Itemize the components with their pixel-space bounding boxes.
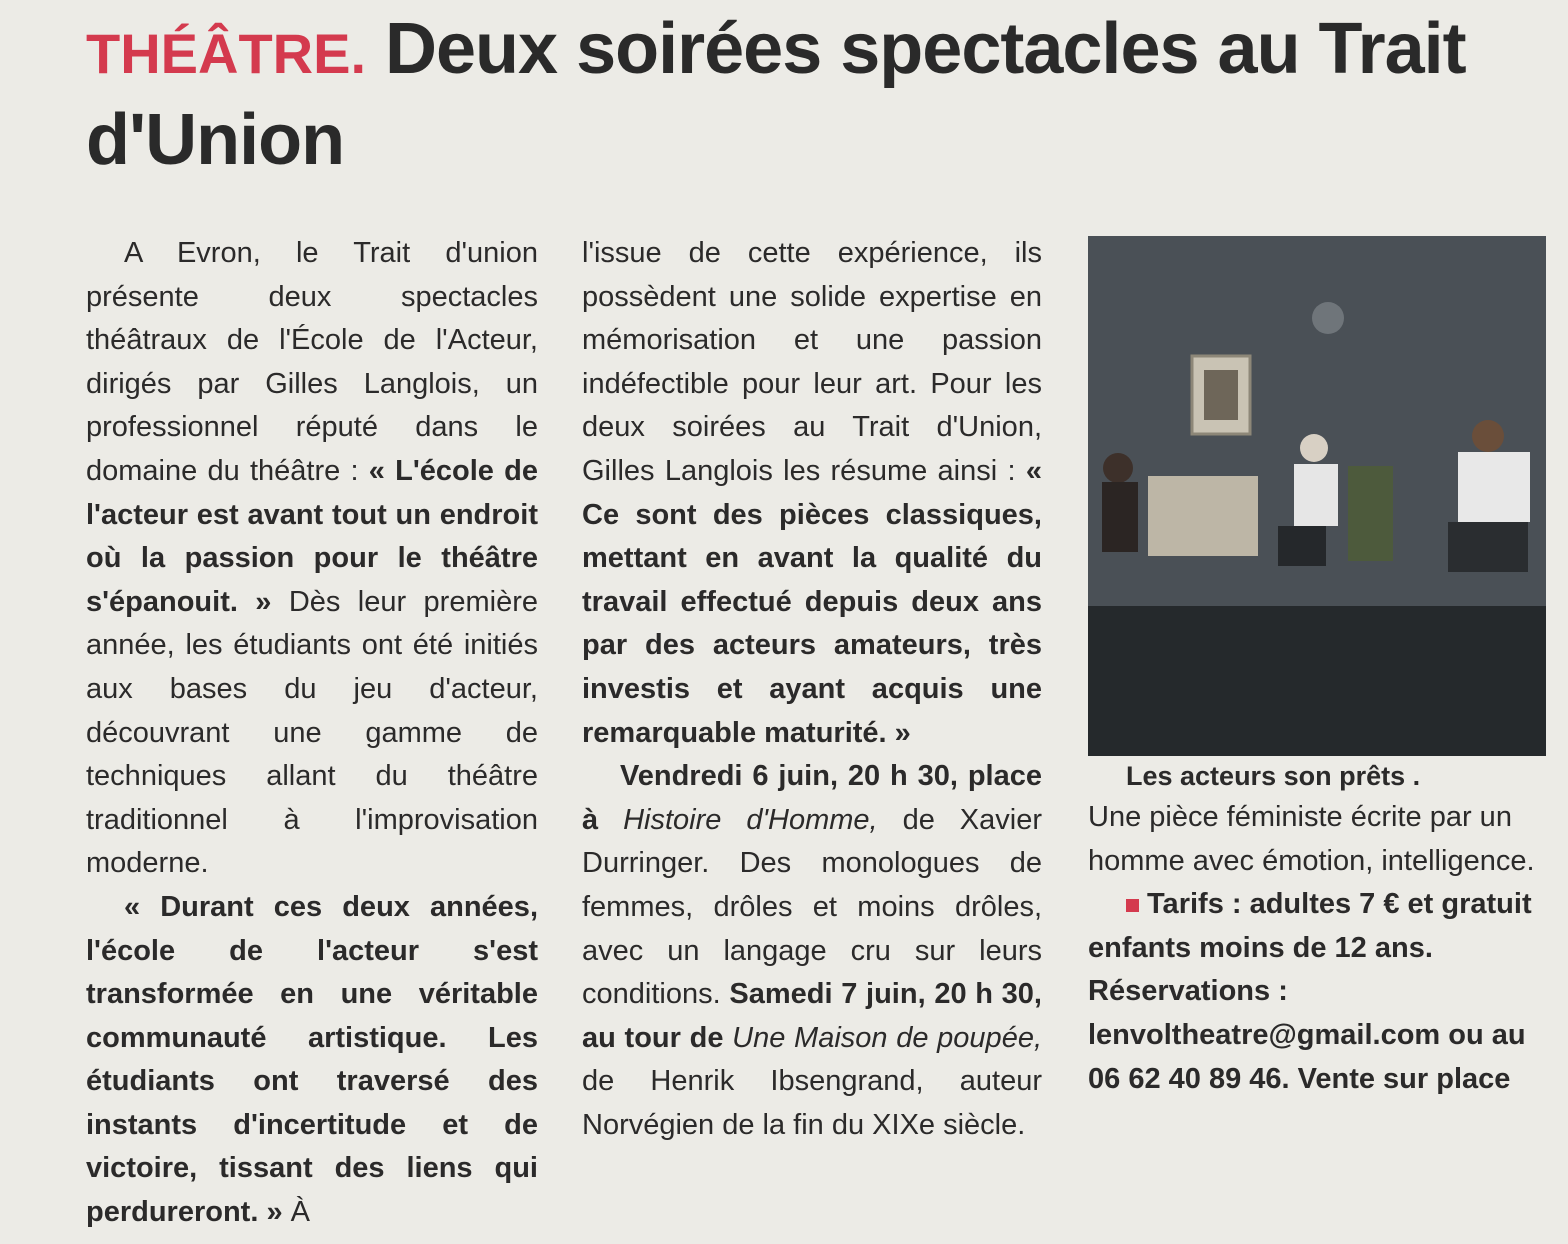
column-1: [86, 232, 538, 1235]
intro-quote: « L'école de l'acteur est avant tout un endroit où la passion pour le théâtre s'épanouit. »: [86, 454, 538, 618]
section-kicker: THÉÂTRE.: [86, 22, 366, 85]
intro-rest: Dès leur première année, les étudiants ont été initiés aux bases du jeu d'acteur, découvrant une gamme de techniques allant du théâtre traditionnel à l'improvisation moderne.: [86, 585, 538, 880]
paragraph-intro: [86, 232, 538, 886]
intro-text: A Evron, le Trait d'union présente deux spectacles théâtraux de l'École de l'Acteur, dirigés par Gilles Langlois, un professionnel réputé dans le domaine du théâtre :: [86, 237, 538, 487]
langlois-quote: « Ce sont des pièces classiques, mettant en avant la qualité du travail effectué depuis deux ans par des acteurs amateurs, très investis et ayant acquis une remarquable maturité. »: [582, 454, 1042, 749]
paragraph-quote: [86, 886, 538, 1235]
paragraph-schedule: [582, 755, 1042, 1147]
expertise-text: l'issue de cette expérience, ils possèdent une solide expertise en mémorisation et une passion indéfectible pour leur art. Pour les deux soirées au Trait d'Union, Gilles Langlois les résume ainsi :: [582, 237, 1042, 487]
quote-continuation: À: [290, 1196, 310, 1229]
red-square-icon: [1126, 899, 1139, 912]
play-title-1: Histoire d'Homme,: [623, 803, 878, 836]
article-title: Deux soirées spectacles au Trait d'Union: [86, 9, 1466, 180]
info-text: Tarifs : adultes 7 € et gratuit enfants moins de 12 ans. Réservations : lenvoltheatre@gmail.com ou au 06 62 40 89 46. Vente sur place: [1088, 888, 1532, 1095]
photo-caption: Les acteurs son prêts .: [1126, 761, 1421, 791]
paragraph-expertise: [582, 232, 1042, 755]
practical-info: [1088, 883, 1550, 1101]
saturday-date: Samedi 7 juin, 20 h 30, au tour de: [582, 978, 1042, 1054]
play-title-2: Une Maison de poupée,: [732, 1021, 1043, 1054]
play-review: Une pièce féministe écrite par un homme avec émotion, intelligence.: [1088, 801, 1535, 877]
community-quote: « Durant ces deux années, l'école de l'acteur s'est transformée en une véritable communauté artistique. Les étudiants ont traversé des instants d'incertitude et de victoire, tissant des liens qui perdureront. »: [86, 890, 538, 1229]
play-2-description: de Henrik Ibsengrand, auteur Norvégien de la fin du XIXe siècle.: [582, 1065, 1042, 1141]
column-2: [582, 232, 1042, 1147]
friday-date: Vendredi 6 juin, 20 h 30, place à: [582, 760, 1042, 836]
headline: [86, 6, 1486, 183]
stage-photo: [1088, 236, 1546, 756]
column-3: [1088, 236, 1550, 1101]
play-1-description: de Xavier Durringer. Des monologues de femmes, drôles et moins drôles, avec un langage cru sur leurs conditions.: [582, 803, 1042, 1011]
